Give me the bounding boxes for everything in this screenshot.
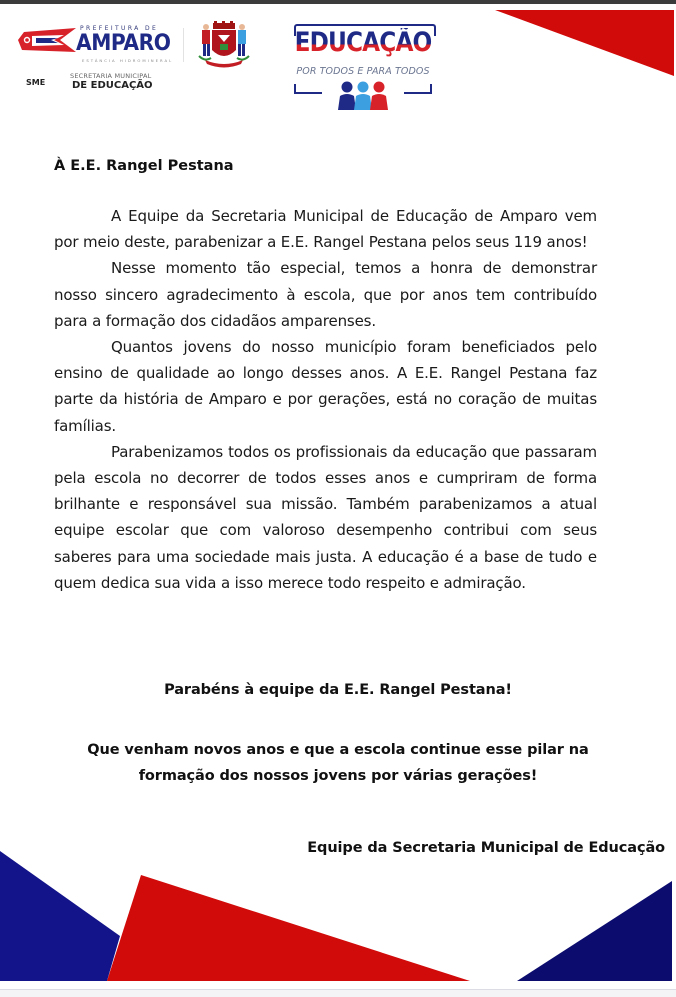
sme-line-1: SECRETARIA MUNICIPAL (70, 72, 152, 80)
sme-abbreviation: SME (26, 78, 46, 87)
amparo-logo-subtitle: ESTÂNCIA HIDROMINERAL (82, 58, 174, 63)
page-bottom-background (0, 990, 676, 997)
educacao-logo-frame-bottom-right (404, 84, 432, 94)
letter-body (54, 203, 597, 596)
amparo-logo (18, 22, 174, 72)
bottom-red-quadrilateral (107, 875, 470, 981)
letter-signature: Equipe da Secretaria Municipal de Educação (307, 840, 665, 856)
amparo-logo-name: AMPARO (76, 31, 171, 56)
top-right-red-triangle (495, 10, 674, 76)
educacao-logo-title: EDUCAÇÃO (294, 27, 432, 58)
letter-paragraph: Parabenizamos todos os profissionais da educação que passaram pela escola no decorrer de todos esses anos e cumpriram de forma brilhante e responsável sua missão. Também parabenizamos a atual equipe escolar que com valoroso desempenho contribui com seus saberes para uma sociedade mais justa. A educação é a base de tudo e quem dedica sua vida a isso merece todo respeito e admiração. (54, 442, 597, 592)
bottom-right-blue-triangle (517, 881, 672, 981)
letter-paragraph: Quantos jovens do nosso município foram beneficiados pelo ensino de qualidade ao longo desses anos. A E.E. Rangel Pestana faz parte da história de Amparo e por gerações, está no coração de muitas famílias. (54, 338, 597, 435)
top-bar (0, 0, 676, 4)
people-icon (336, 80, 390, 112)
amparo-flag-icon (18, 28, 76, 52)
sme-line-2: DE EDUCAÇÃO (72, 80, 153, 91)
letter-closing-wish: Que venham novos anos e que a escola continue esse pilar na formação dos nossos jovens por várias gerações! (87, 742, 589, 784)
educacao-logo-frame-bottom-left (294, 84, 322, 94)
sme-label-block (26, 72, 196, 98)
header-divider (183, 28, 184, 62)
amparo-logo-prefix: PREFEITURA DE (80, 25, 159, 32)
letter-closing-congratulations: Parabéns à equipe da E.E. Rangel Pestana! (164, 682, 512, 698)
coat-of-arms-icon (195, 20, 253, 72)
letter-salutation: À E.E. Rangel Pestana (54, 158, 234, 174)
educacao-logo (282, 22, 444, 114)
bottom-left-blue-triangle (0, 851, 120, 981)
letter-paragraph: Nesse momento tão especial, temos a honra de demonstrar nosso sincero agradecimento à escola, que por anos tem contribuído para a formação dos cidadãos amparenses. (54, 259, 597, 330)
educacao-logo-tagline: POR TODOS E PARA TODOS (296, 66, 430, 77)
letter-paragraph: A Equipe da Secretaria Municipal de Educação de Amparo vem por meio deste, parabenizar a E.E. Rangel Pestana pelos seus 119 anos! (54, 207, 597, 252)
